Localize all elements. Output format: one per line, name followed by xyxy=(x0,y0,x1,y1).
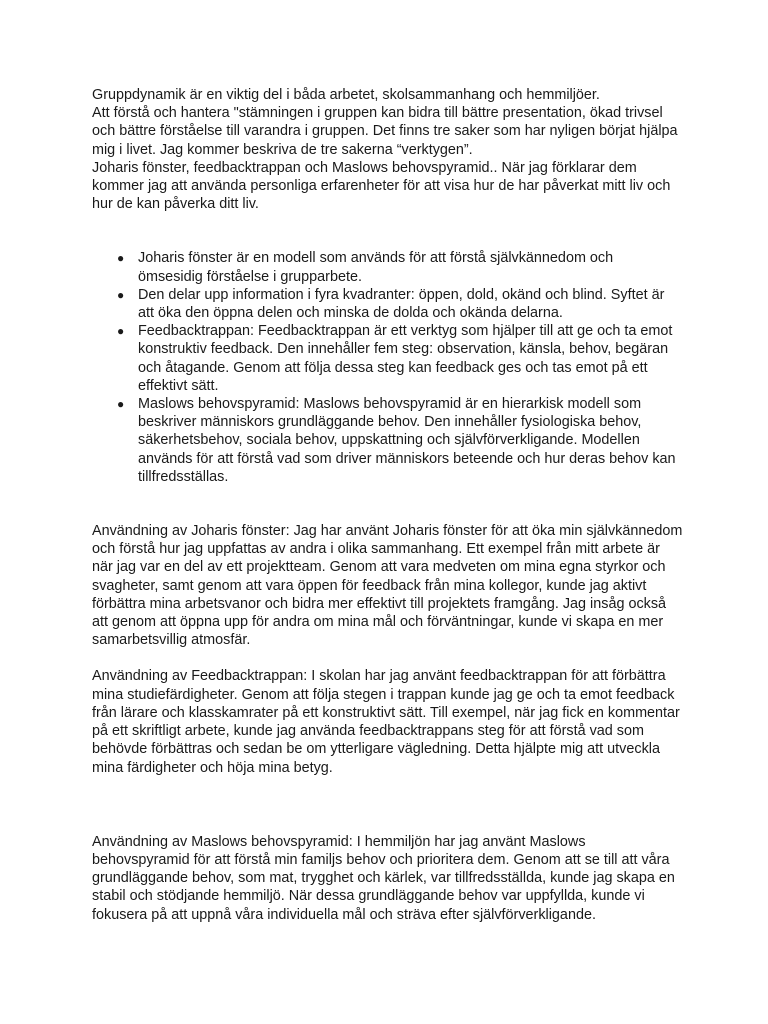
bullet-icon: ● xyxy=(117,324,125,339)
bullet-icon: ● xyxy=(117,287,125,302)
spacer xyxy=(92,649,692,667)
text-line: samarbetsvillig atmosfär. xyxy=(92,632,251,649)
text-line: Feedbacktrappan: Feedbacktrappan är ett verktyg som hjälper till att ge och ta emot xyxy=(138,323,673,340)
bullet-icon: ● xyxy=(117,397,125,412)
text-line: svagheter, samt genom att vara öppen för feedback från mina kollegor, kunde jag aktivt xyxy=(92,577,647,594)
spacer xyxy=(92,777,692,833)
text-line: Användning av Feedbacktrappan: I skolan har jag använt feedbacktrappan för att förbättra xyxy=(92,668,666,685)
text-line: beskriver människors grundläggande behov. Den innehåller fysiologiska behov, xyxy=(138,414,642,431)
text-line: att öka den öppna delen och minska de dolda och okända delarna. xyxy=(138,305,563,322)
text-line: Joharis fönster är en modell som används för att förstå självkännedom och xyxy=(138,250,614,267)
text-line: Joharis fönster, feedbacktrappan och Maslows behovspyramid.. När jag förklarar dem xyxy=(92,159,637,176)
bullet-list xyxy=(92,249,692,486)
spacer xyxy=(92,486,692,522)
text-line: behövde förbättras och sedan be om ytterligare vägledning. Detta hjälpte mig att utveckla xyxy=(92,741,660,758)
document-body xyxy=(92,86,692,924)
text-line: Att förstå och hantera "stämningen i gruppen kan bidra till bättre presentation, ökad trivsel xyxy=(92,105,663,122)
text-line: används för att förstå vad som driver människors beteende och hur deras behov kan xyxy=(138,450,676,467)
text-line: från lärare och klasskamrater på ett konstruktivt sätt. Till exempel, när jag fick en kommentar xyxy=(92,704,680,721)
johari-paragraph xyxy=(92,522,692,649)
bullet-item-feedbacktrappan xyxy=(92,322,692,395)
bullet-item-quadrants xyxy=(92,286,692,322)
text-line: mina färdigheter och höja mina betyg. xyxy=(92,759,333,776)
bullet-icon: ● xyxy=(117,251,125,266)
bullet-item-maslow xyxy=(92,395,692,486)
text-line: tillfredsställas. xyxy=(138,468,229,485)
spacer xyxy=(92,213,692,249)
text-line: Användning av Maslows behovspyramid: I hemmiljön har jag använt Maslows xyxy=(92,833,586,850)
text-line: mina studiefärdigheter. Genom att följa stegen i trappan kunde jag ge och ta emot feedback xyxy=(92,686,675,703)
text-line: förbättra mina arbetsvanor och bidra mer effektivt till projektets framgång. Jag insåg också xyxy=(92,595,667,612)
maslow-paragraph xyxy=(92,833,692,924)
text-line: hur de kan påverka ditt liv. xyxy=(92,196,259,213)
bullet-item-johari xyxy=(92,249,692,285)
text-line: konstruktiv feedback. Den innehåller fem steg: observation, känsla, behov, begäran xyxy=(138,341,669,358)
text-line: att genom att öppna upp för andra om mina mål och förväntningar, kunde vi skapa en mer xyxy=(92,614,664,631)
text-line: Den delar upp information i fyra kvadranter: öppen, dold, okänd och blind. Syftet är xyxy=(138,286,665,303)
text-line: och bättre förståelse till varandra i gruppen. Det finns tre saker som har nyligen börjat hjälpa xyxy=(92,123,678,140)
text-line: Användning av Joharis fönster: Jag har använt Joharis fönster för att öka min självkännedom xyxy=(92,523,683,540)
text-line: behovspyramid för att förstå min familjs behov och prioritera dem. Genom att se till att våra xyxy=(92,851,670,868)
text-line: grundläggande behov, som mat, trygghet och kärlek, var tillfredsställda, kunde jag skapa en xyxy=(92,870,675,887)
text-line: ömsesidig förståelse i grupparbete. xyxy=(138,268,362,285)
text-line: Gruppdynamik är en viktig del i båda arbetet, skolsammanhang och hemmiljöer. xyxy=(92,87,600,103)
text-line: Maslows behovspyramid: Maslows behovspyramid är en hierarkisk modell som xyxy=(138,396,642,413)
text-line: fokusera på att uppnå våra individuella mål och sträva efter självförverkligande. xyxy=(92,906,596,923)
text-line: på ett skriftligt arbete, kunde jag använda feedbacktrappans steg för att förstå vad som xyxy=(92,723,644,740)
text-line: och åtagande. Genom att följa dessa steg kan feedback ges och tas emot på ett xyxy=(138,359,648,376)
text-line: stabil och stödjande hemmiljö. När dessa grundläggande behov var uppfyllda, kunde vi xyxy=(92,888,645,905)
text-line: kommer jag att använda personliga erfarenheter för att visa hur de har påverkat mitt liv och xyxy=(92,178,671,195)
intro-paragraph xyxy=(92,86,692,213)
text-line: och förstå hur jag uppfattas av andra i olika sammanhang. Ett exempel från mitt arbete är xyxy=(92,541,660,558)
text-line: mig i livet. Jag kommer beskriva de tre sakerna “verktygen”. xyxy=(92,141,473,158)
text-line: säkerhetsbehov, sociala behov, uppskattning och självförverkligande. Modellen xyxy=(138,432,640,449)
text-line: när jag var en del av ett projektteam. Genom att vara medveten om mina egna styrkor och xyxy=(92,559,666,576)
text-line: effektivt sätt. xyxy=(138,377,219,394)
feedback-paragraph xyxy=(92,667,692,776)
